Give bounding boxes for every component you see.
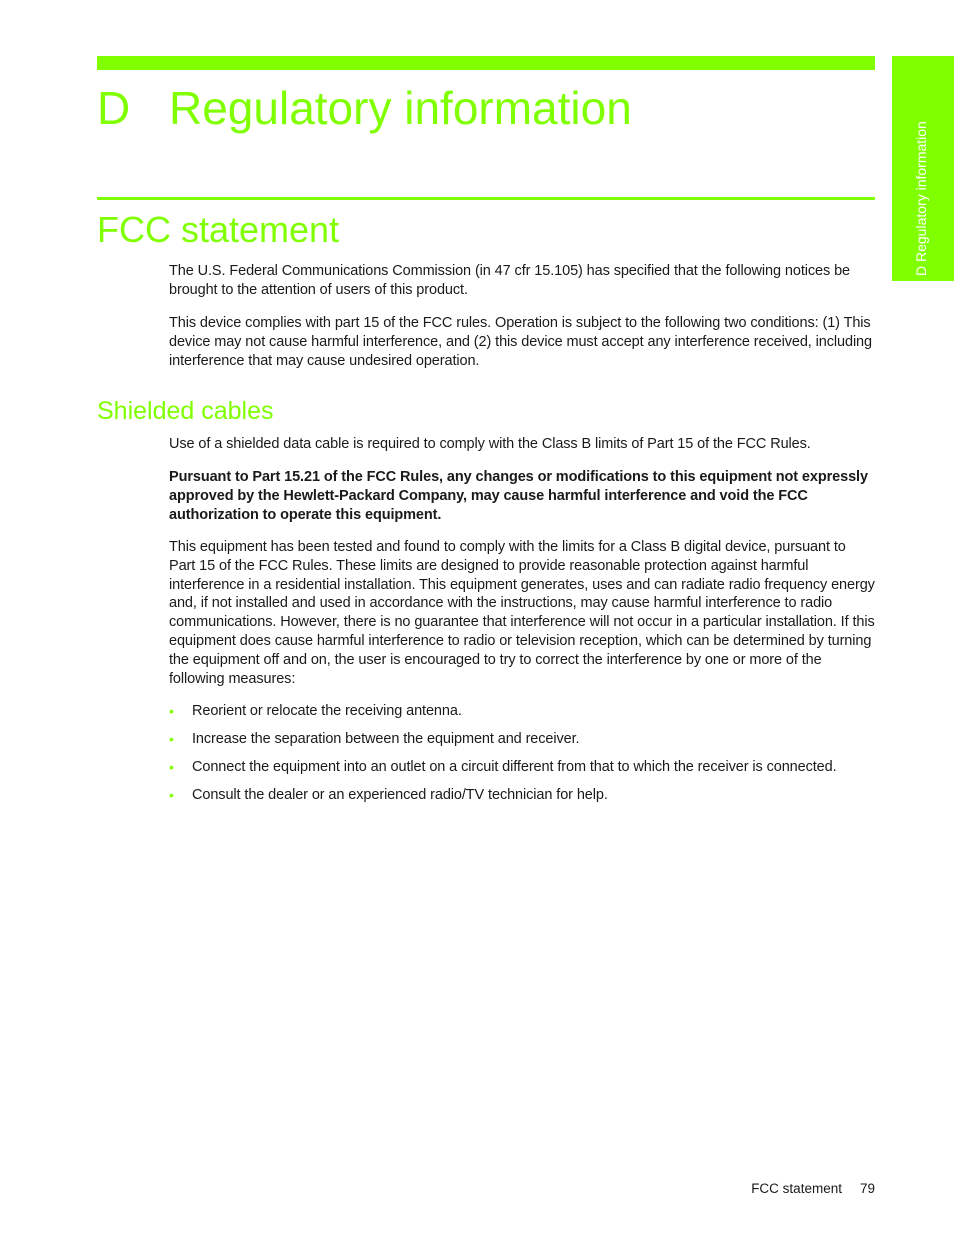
section-rule xyxy=(97,197,875,200)
list-item-text: Reorient or relocate the receiving antenna. xyxy=(192,703,462,719)
subsection-title-shielded-cables: Shielded cables xyxy=(97,397,274,425)
bullet-icon: • xyxy=(169,758,174,775)
bullet-icon: • xyxy=(169,786,174,803)
modification-warning-paragraph: Pursuant to Part 15.21 of the FCC Rules, any changes or modifications to this equipment not expressly approved by the Hewlett-Packard Company, may cause harmful interference and void the FCC authorization to operate this equipment. xyxy=(169,469,868,523)
list-item xyxy=(169,730,881,749)
bullet-icon: • xyxy=(169,730,174,747)
bullet-icon: • xyxy=(169,703,174,719)
fcc-notice-paragraph: The U.S. Federal Communications Commission (in 47 cfr 15.105) has specified that the following notices be brought to the attention of users of this product. xyxy=(169,263,850,298)
list-item xyxy=(169,786,881,805)
chapter-title-text: Regulatory information xyxy=(169,82,632,134)
list-item xyxy=(169,702,881,721)
fcc-compliance-paragraph: This device complies with part 15 of the FCC rules. Operation is subject to the following two conditions: (1) This device may not cause harmful interference, and (2) this device must accept any interference received, including interference that may cause undesired operation. xyxy=(169,315,872,369)
shielded-cable-paragraph: Use of a shielded data cable is required to comply with the Class B limits of Part 15 of the FCC Rules. xyxy=(169,436,811,452)
list-item-text: Increase the separation between the equipment and receiver. xyxy=(192,730,580,747)
chapter-title xyxy=(97,80,632,136)
class-b-compliance-paragraph: This equipment has been tested and found to comply with the limits for a Class B digital device, pursuant to Part 15 of the FCC Rules. These limits are designed to provide reasonable protection against harmful interference in a residential installation. This equipment generates, uses and can radiate radio frequency energy and, if not installed and used in accordance with the instructions, may cause harmful interference to radio communications. However, there is no guarantee that interference will not occur in a particular installation. If this equipment does cause harmful interference to radio or television reception, which can be determined by turning the equipment off and on, the user is encouraged to try to correct the interference by one or more of the following measures: xyxy=(169,539,875,687)
list-item-text: Connect the equipment into an outlet on a circuit different from that to which the receiver is connected. xyxy=(192,758,837,775)
list-item-text: Consult the dealer or an experienced radio/TV technician for help. xyxy=(192,786,608,803)
list-item xyxy=(169,758,881,777)
chapter-letter: D xyxy=(97,82,131,134)
footer-section-name: FCC statement xyxy=(751,1181,842,1196)
page-number: 79 xyxy=(859,1181,875,1196)
page-footer xyxy=(600,1180,875,1198)
side-chapter-tab-label: D Regulatory information xyxy=(913,121,929,276)
section-title-fcc-statement: FCC statement xyxy=(97,209,340,250)
chapter-color-bar xyxy=(97,56,875,70)
interference-measures-list xyxy=(169,702,881,814)
side-chapter-tab xyxy=(892,56,954,281)
